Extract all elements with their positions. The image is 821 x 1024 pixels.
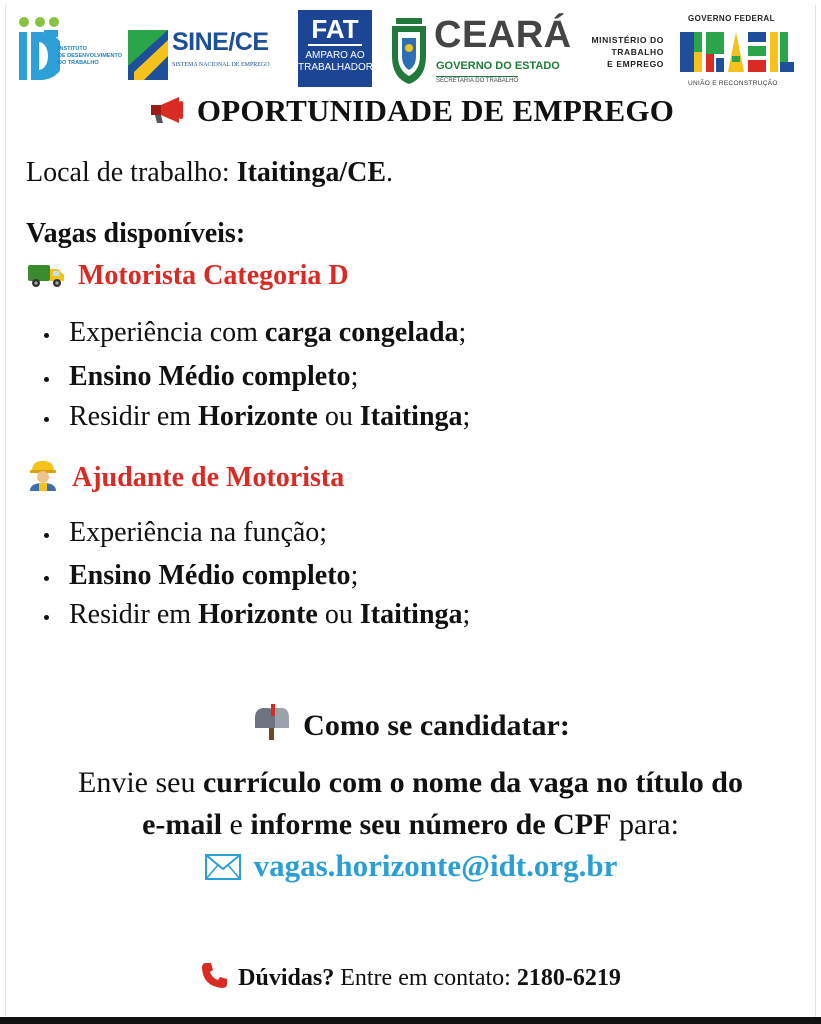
- phone-number: 2180-6219: [516, 965, 621, 991]
- bottom-bar: [0, 1017, 821, 1024]
- sine-logo: [126, 26, 286, 86]
- requirement-item: Ensino Médio completo;: [44, 361, 358, 393]
- requirement-item: Experiência na função;: [44, 517, 327, 549]
- fat-line2: TRABALHADOR: [298, 62, 374, 73]
- brasil-wordmark-icon: [678, 28, 796, 78]
- work-location: Local de trabalho: Itaitinga/CE.: [26, 157, 394, 188]
- sine-flag-icon: [126, 26, 170, 84]
- page-title: OPORTUNIDADE DE EMPREGO: [0, 93, 821, 129]
- sine-subtitle: SISTEMA NACIONAL DE EMPREGO: [172, 62, 270, 68]
- ceara-government: GOVERNO DO ESTADO: [436, 60, 560, 72]
- apply-instructions-line2: e-mail e informe seu número de CPF para:: [142, 808, 679, 841]
- mailbox-icon: [251, 704, 291, 740]
- ceara-name: CEARÁ: [434, 14, 572, 56]
- fat-logo: [298, 10, 372, 87]
- ceara-logo: [388, 12, 572, 88]
- requirement-item: Ensino Médio completo;: [44, 560, 358, 592]
- contact-line: Dúvidas? Entre em contato: 2180-6219: [0, 960, 821, 992]
- job-title-motorista: Motorista Categoria D: [26, 259, 349, 292]
- requirement-item: Experiência com carga congelada;: [44, 317, 466, 349]
- logo-bar: [0, 0, 821, 95]
- ceara-secretariat: SECRETARIA DO TRABALHO: [436, 78, 519, 84]
- email-line: [0, 848, 821, 884]
- phone-icon: [200, 960, 230, 990]
- brasil-top: GOVERNO FEDERAL: [688, 14, 775, 23]
- brasil-logo: [676, 14, 796, 90]
- requirement-item: Residir em Horizonte ou Itaitinga;: [44, 401, 470, 433]
- idt-subtitle: INSTITUTO DE DESENVOLVIMENTO DO TRABALHO: [58, 46, 122, 66]
- email-link[interactable]: vagas.horizonte@idt.org.br: [253, 848, 618, 883]
- brasil-bottom: UNIÃO E RECONSTRUÇÃO: [688, 80, 778, 87]
- fat-line1: AMPARO AO: [305, 50, 365, 61]
- truck-icon: [26, 259, 66, 289]
- ceara-coat-of-arms-icon: [388, 12, 430, 86]
- idt-logo: [16, 14, 120, 86]
- worker-icon: [26, 459, 60, 491]
- vacancies-heading: Vagas disponíveis:: [26, 218, 246, 249]
- megaphone-icon: [147, 95, 187, 125]
- sine-name: SINE/CE: [172, 28, 269, 56]
- envelope-icon: [204, 853, 242, 881]
- idt-mark-icon: [16, 14, 60, 84]
- job-title-ajudante: Ajudante de Motorista: [26, 459, 344, 494]
- requirement-item: Residir em Horizonte ou Itaitinga;: [44, 599, 470, 631]
- apply-instructions-line1: Envie seu currículo com o nome da vaga no título do: [78, 766, 743, 799]
- ministerio-logo: MINISTÉRIO DO TRABALHO E EMPREGO: [591, 35, 664, 69]
- location-value: Itaitinga/CE: [236, 157, 387, 188]
- fat-name: FAT: [308, 16, 362, 46]
- apply-heading: Como se candidatar:: [0, 704, 821, 743]
